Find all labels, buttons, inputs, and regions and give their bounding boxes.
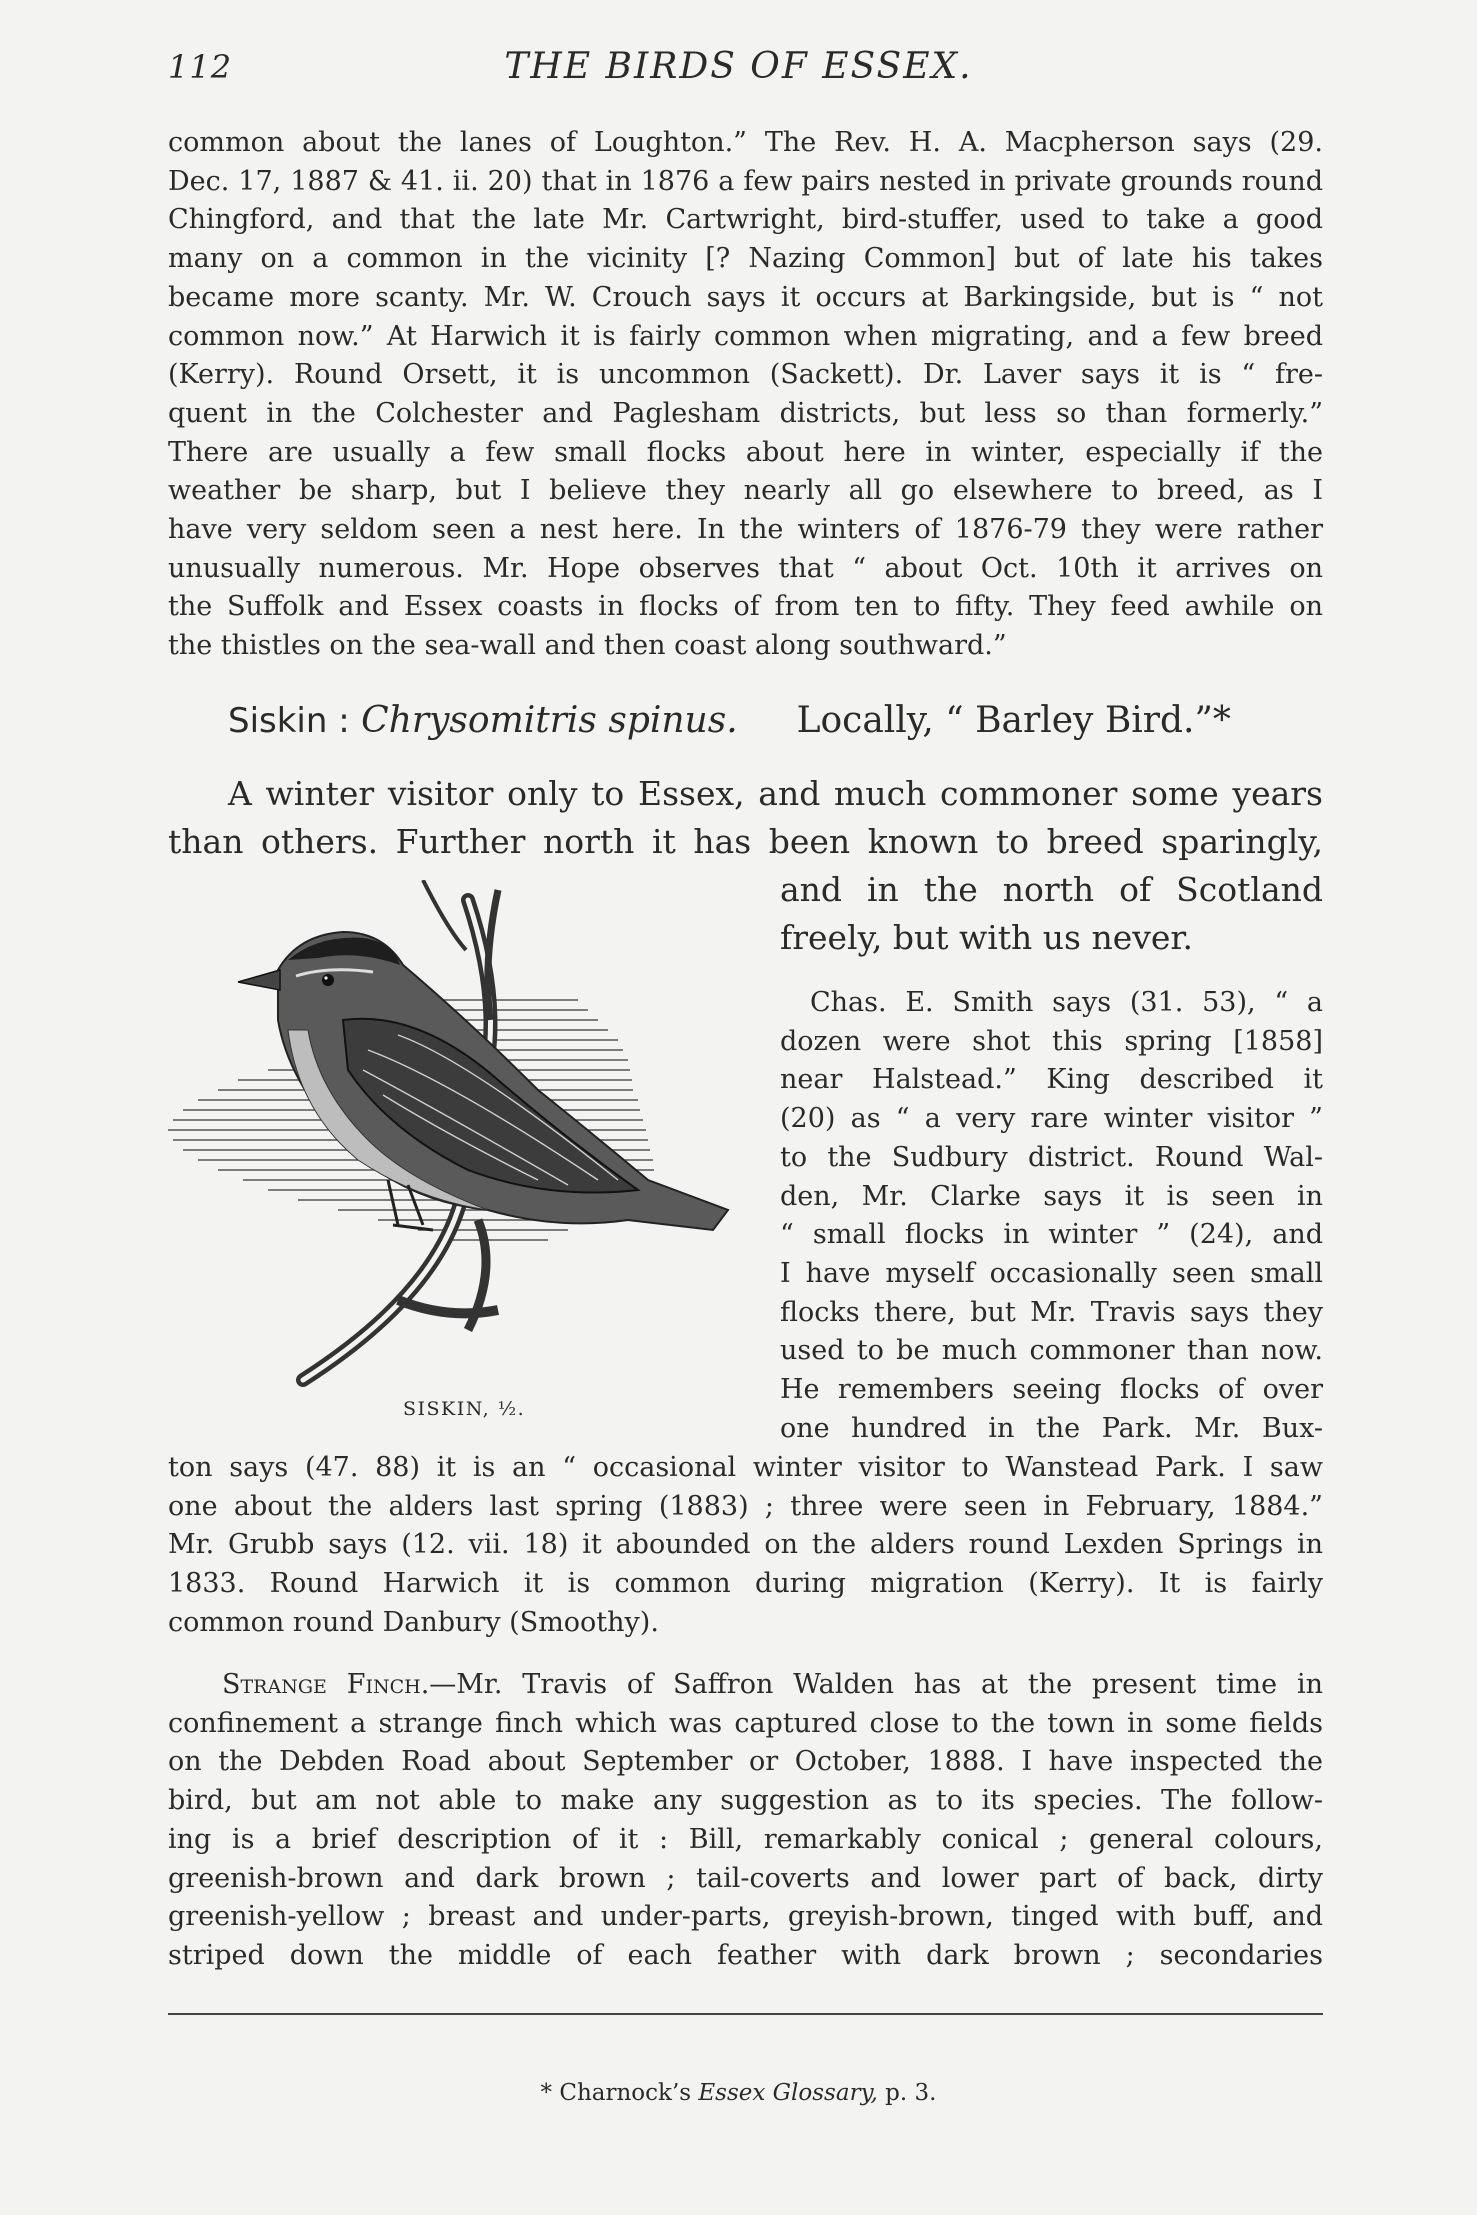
footnote-title: Essex Glossary, <box>698 2080 878 2106</box>
text-line: Dec. 17, 1887 & 41. ii. 20) that in 1876 a few pairs nested in private grounds round <box>168 165 1323 197</box>
text-line: (Kerry). Round Orsett, it is uncommon (Sackett). Dr. Laver says it is “ fre- <box>168 359 1323 391</box>
text-line: have very seldom seen a nest here. In the winters of 1876-79 they were rather <box>168 514 1323 546</box>
text-line: Strange Finch.—Mr. Travis of Saffron Walden has at the present time in <box>222 1669 1323 1700</box>
text-line: the Suffolk and Essex coasts in flocks of from ten to fifty. They feed awhile on <box>168 591 1323 623</box>
text-line: (20) as “ a very rare winter visitor ” <box>780 1103 1323 1135</box>
scientific-name: Chrysomitris spinus. <box>361 700 738 741</box>
intro-full-width <box>168 770 1323 866</box>
text-line: ton says (47. 88) it is an “ occasional winter visitor to Wanstead Park. I saw <box>168 1452 1323 1483</box>
strange-finch-heading: Strange Finch. <box>222 1669 430 1700</box>
text-line: many on a common in the vicinity [? Nazing Common] but of late his takes <box>168 243 1323 275</box>
text-line: Chas. E. Smith says (31. 53), “ a <box>810 987 1323 1018</box>
text-line: common about the lanes of Loughton.” The Rev. H. A. Macpherson says (29. <box>168 127 1323 158</box>
page-number: 112 <box>168 48 233 86</box>
text-line: common now.” At Harwich it is fairly common when migrating, and a few breed <box>168 320 1323 352</box>
text-line: to the Sudbury district. Round Wal- <box>780 1141 1323 1173</box>
text-line: flocks there, but Mr. Travis says they <box>780 1296 1323 1328</box>
text-line: striped down the middle of each feather with dark brown ; secondaries <box>168 1939 1323 1971</box>
text-line: “ small flocks in winter ” (24), and <box>780 1219 1323 1251</box>
wrapped-paragraph <box>780 984 1323 1448</box>
strange-finch-paragraph <box>168 1666 1323 1976</box>
text-line: one hundred in the Park. Mr. Bux- <box>780 1412 1323 1444</box>
text-line: near Halstead.” King described it <box>780 1064 1323 1096</box>
text-line: There are usually a few small flocks about here in winter, especially if the <box>168 436 1323 468</box>
text-line: unusually numerous. Mr. Hope observes that “ about Oct. 10th it arrives on <box>168 552 1323 584</box>
top-paragraph <box>168 124 1323 666</box>
figure-caption: SISKIN, ½. <box>403 1398 526 1420</box>
text-line: ing is a brief description of it : Bill, remarkably conical ; general colours, <box>168 1823 1323 1855</box>
text-line: confinement a strange finch which was captured close to the town in some fields <box>168 1707 1323 1739</box>
text-line: became more scanty. Mr. W. Crouch says it occurs at Barkingside, but is “ not <box>168 281 1323 313</box>
text-line: A winter visitor only to Essex, and much commoner some years <box>228 774 1323 813</box>
footnote <box>0 2080 1477 2106</box>
footnote-rule <box>168 2013 1323 2015</box>
text-line: I have myself occasionally seen small <box>780 1257 1323 1289</box>
section-heading <box>228 700 1231 741</box>
footnote-page: p. 3. <box>885 2080 937 2106</box>
text-line: than others. Further north it has been known to breed sparingly, <box>168 822 1323 861</box>
text-line: bird, but am not able to make any suggestion as to its species. The follow- <box>168 1785 1323 1817</box>
text-line: common round Danbury (Smoothy). <box>168 1606 659 1638</box>
text-line: and in the north of Scotland <box>780 870 1323 909</box>
text-line: one about the alders last spring (1883) ; three were seen in February, 1884.” <box>168 1490 1323 1522</box>
species-name: Siskin : <box>228 701 350 741</box>
local-name: Locally, “ Barley Bird.”* <box>796 700 1231 741</box>
text-line: greenish-yellow ; breast and under-parts, greyish-brown, tinged with buff, and <box>168 1901 1323 1933</box>
text-line: He remembers seeing flocks of over <box>780 1374 1323 1406</box>
text-line: dozen were shot this spring [1858] <box>780 1025 1323 1057</box>
text-line: Mr. Grubb says (12. vii. 18) it abounded on the alders round Lexden Springs in <box>168 1529 1323 1561</box>
text-line: den, Mr. Clarke says it is seen in <box>780 1180 1323 1212</box>
text-line: greenish-brown and dark brown ; tail-coverts and lower part of back, dirty <box>168 1862 1323 1894</box>
text-line: freely, but with us never. <box>780 918 1194 957</box>
text-line: 1833. Round Harwich it is common during migration (Kerry). It is fairly <box>168 1568 1323 1600</box>
text-line: on the Debden Road about September or October, 1888. I have inspected the <box>168 1746 1323 1778</box>
text-line: Chingford, and that the late Mr. Cartwright, bird-stuffer, used to take a good <box>168 204 1323 236</box>
footnote-marker: * Charnock’s <box>540 2080 692 2106</box>
siskin-illustration <box>168 880 768 1420</box>
continuation-paragraph <box>168 1449 1323 1643</box>
running-head: THE BIRDS OF ESSEX. <box>504 46 973 87</box>
text-line: used to be much commoner than now. <box>780 1335 1323 1367</box>
intro-wrapped <box>780 866 1323 962</box>
text-line: quent in the Colchester and Paglesham districts, but less so than formerly.” <box>168 397 1323 429</box>
text-line: the thistles on the sea-wall and then coast along southward.” <box>168 630 1007 662</box>
text-line: weather be sharp, but I believe they nearly all go elsewhere to breed, as I <box>168 475 1323 507</box>
